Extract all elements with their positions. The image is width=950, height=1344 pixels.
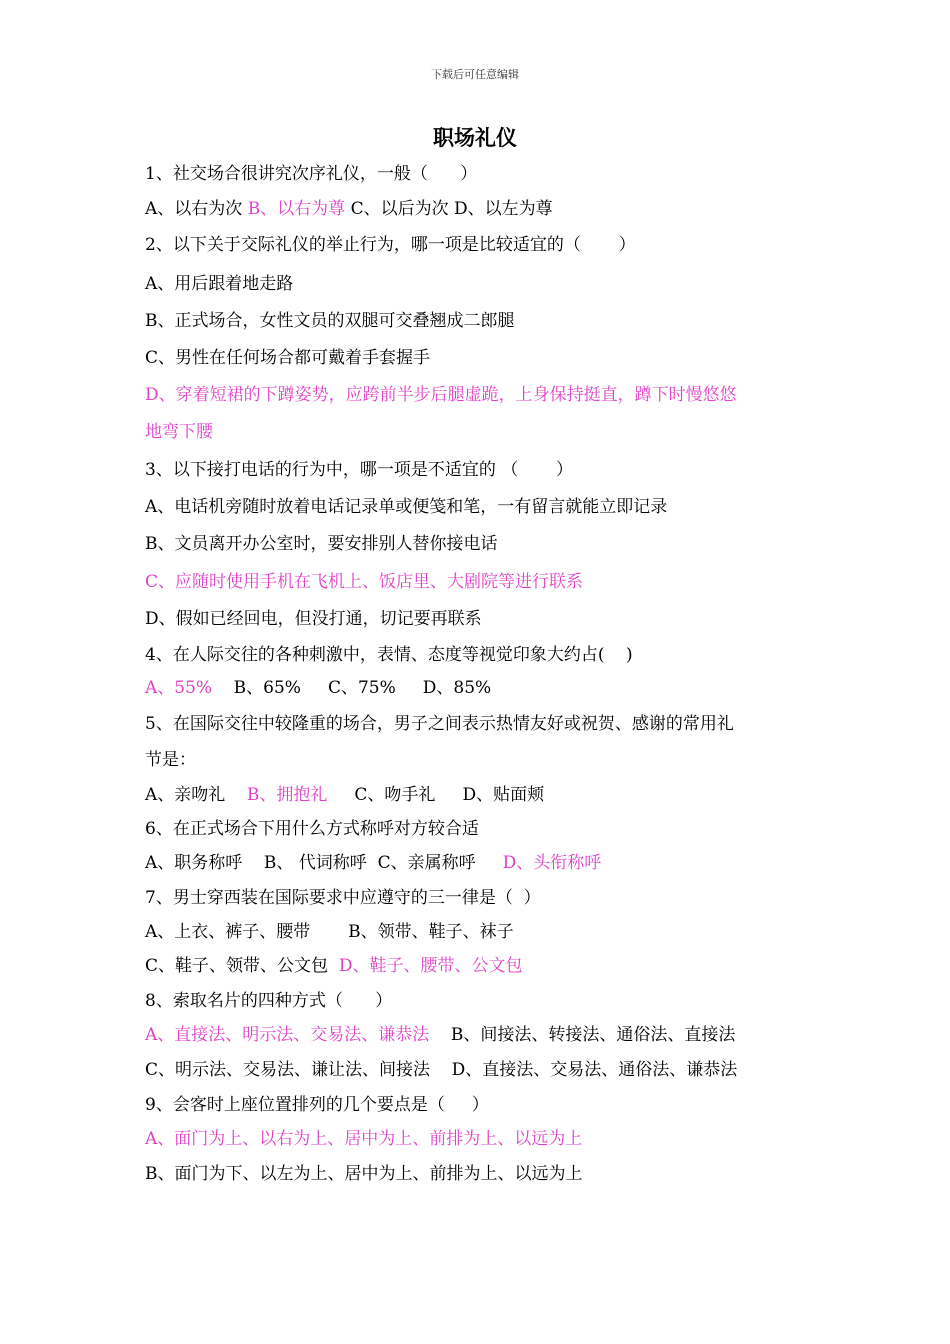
answer-highlight: D、鞋子、腰带、公文包: [338, 956, 523, 976]
answer-highlight: A、直接法、明示法、交易法、谦恭法: [145, 1025, 430, 1045]
answer-highlight: A、55%: [145, 678, 213, 698]
text-line: [145, 347, 430, 369]
text-line: [145, 571, 583, 593]
text-line: [145, 1163, 583, 1185]
text-line: [145, 784, 544, 806]
text-line: [145, 713, 734, 735]
line-text: 1、社交场合很讲究次序礼仪，一般（ ）: [145, 164, 478, 184]
text-line: [145, 608, 482, 630]
line-text: A、以右为次: [145, 199, 248, 219]
line-text: 3、以下接打电话的行为中，哪一项是不适宜的 （ ）: [145, 460, 574, 480]
answer-highlight: B、拥抱礼: [246, 785, 328, 805]
text-line: [145, 921, 514, 943]
line-text: C、吻手礼 D、贴面颊: [327, 785, 545, 805]
text-line: [145, 1059, 737, 1081]
line-text: B、正式场合，女性文员的双腿可交叠翘成二郎腿: [145, 311, 515, 331]
line-text: 7、男士穿西装在国际要求中应遵守的三一律是（ ）: [145, 888, 541, 908]
line-text: B、文员离开办公室时，要安排别人替你接电话: [145, 534, 498, 554]
line-text: A、亲吻礼: [145, 785, 247, 805]
text-line: [145, 887, 541, 909]
line-text: 节是：: [145, 750, 196, 770]
text-line: [145, 749, 196, 771]
text-line: [145, 677, 491, 699]
text-line: [145, 644, 633, 666]
line-text: D、假如已经回电，但没打通，切记要再联系: [145, 609, 482, 629]
answer-highlight: 地弯下腰: [145, 422, 213, 442]
text-line: [145, 384, 737, 406]
text-line: [145, 1024, 735, 1046]
line-text: A、电话机旁随时放着电话记录单或便笺和笔，一有留言就能立即记录: [145, 497, 668, 517]
line-text: 2、以下关于交际礼仪的举止行为，哪一项是比较适宜的（ ）: [145, 235, 636, 255]
line-text: A、上衣、裤子、腰带 B、领带、鞋子、袜子: [145, 922, 514, 942]
line-text: B、65% C、75% D、85%: [212, 678, 492, 698]
line-text: 9、会客时上座位置排列的几个要点是（ ）: [145, 1095, 489, 1115]
line-text: 6、在正式场合下用什么方式称呼对方较合适: [145, 819, 479, 839]
line-text: A、职务称呼 B、 代词称呼 C、亲属称呼: [145, 853, 503, 873]
line-text: 8、索取名片的四种方式（ ）: [145, 991, 393, 1011]
answer-highlight: A、面门为上、以右为上、居中为上、前排为上、以远为上: [145, 1129, 583, 1149]
line-text: B、间接法、转接法、通俗法、直接法: [429, 1025, 736, 1045]
text-line: [145, 1094, 489, 1116]
answer-highlight: D、头衔称呼: [502, 853, 602, 873]
line-text: B、面门为下、以左为上、居中为上、前排为上、以远为上: [145, 1164, 583, 1184]
text-line: [145, 533, 498, 555]
text-line: [145, 818, 479, 840]
answer-highlight: D、穿着短裙的下蹲姿势，应跨前半步后腿虚跪，上身保持挺直，蹲下时慢悠悠: [145, 385, 737, 405]
page-header: 下载后可任意编辑: [431, 68, 519, 81]
text-line: [145, 421, 213, 443]
line-text: C、男性在任何场合都可戴着手套握手: [145, 348, 431, 368]
text-line: [145, 234, 636, 256]
text-line: [145, 990, 392, 1012]
text-line: [145, 273, 293, 295]
text-line: [145, 163, 477, 185]
text-line: [145, 496, 667, 518]
text-line: [145, 852, 601, 874]
text-line: [145, 310, 515, 332]
answer-highlight: C、应随时使用手机在飞机上、饭店里、大剧院等进行联系: [145, 572, 584, 592]
text-line: [145, 198, 553, 220]
line-text: C、以后为次 D、以左为尊: [345, 199, 553, 219]
line-text: 5、在国际交往中较隆重的场合，男子之间表示热情友好或祝贺、感谢的常用礼: [145, 714, 734, 734]
line-text: C、明示法、交易法、谦让法、间接法 D、直接法、交易法、通俗法、谦恭法: [145, 1060, 738, 1080]
text-line: [145, 459, 573, 481]
page-title: 职场礼仪: [433, 125, 517, 150]
text-line: [145, 955, 522, 977]
line-text: A、用后跟着地走路: [145, 274, 294, 294]
line-text: C、鞋子、领带、公文包: [145, 956, 339, 976]
text-line: [145, 1128, 582, 1150]
line-text: 4、在人际交往的各种刺激中，表情、态度等视觉印象大约占( ): [145, 645, 633, 665]
answer-highlight: B、以右为尊: [247, 199, 346, 219]
